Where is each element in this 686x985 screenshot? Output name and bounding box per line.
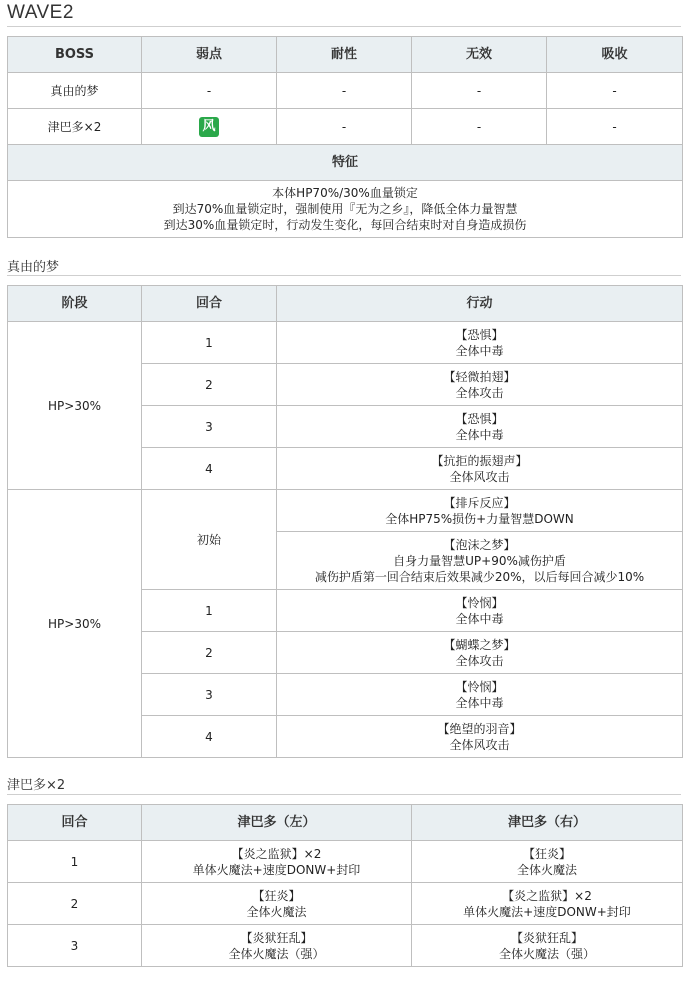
turn-number: 2 <box>8 883 142 925</box>
action-name: 【抗拒的振翅声】 <box>431 453 528 468</box>
action-effect: 全体火魔法 <box>246 904 307 919</box>
header-turn: 回合 <box>142 286 277 322</box>
feature-line: 到达30%血量锁定时，行动发生变化，每回合结束时对自身造成损伤 <box>163 218 527 232</box>
mayumi-section-title: 真由的梦 <box>7 260 60 275</box>
action-effect: 全体火魔法 <box>516 862 577 877</box>
action-name: 【怜悯】 <box>455 595 504 610</box>
zimbardo-section-title: 津巴多×2 <box>7 778 66 793</box>
action-cell <box>277 490 683 532</box>
boss-table <box>7 36 683 238</box>
absorb-value: - <box>547 73 683 109</box>
right-action-cell <box>412 841 683 883</box>
header-resist: 耐性 <box>277 37 412 73</box>
header-right: 津巴多（右） <box>412 805 683 841</box>
action-cell <box>277 632 683 674</box>
table-row <box>8 109 683 145</box>
left-action-cell <box>142 925 412 967</box>
action-effect: 全体火魔法（强） <box>228 946 325 961</box>
turn-number: 3 <box>8 925 142 967</box>
right-action-cell <box>412 925 683 967</box>
action-effect: 全体中毒 <box>455 695 504 710</box>
action-effect: 全体火魔法（强） <box>498 946 595 961</box>
right-action-cell <box>412 883 683 925</box>
null-value: - <box>412 109 547 145</box>
phase-label: HP>30% <box>8 490 142 758</box>
action-effect: 全体风攻击 <box>449 469 510 484</box>
turn-number: 3 <box>142 674 277 716</box>
weak-value <box>142 109 277 145</box>
action-name: 【狂炎】 <box>252 888 301 903</box>
action-cell <box>277 322 683 364</box>
action-name: 【轻微拍翅】 <box>443 369 516 384</box>
turn-number: 4 <box>142 716 277 758</box>
header-weak: 弱点 <box>142 37 277 73</box>
action-effect: 全体风攻击 <box>449 737 510 752</box>
table-row <box>8 925 683 967</box>
feature-header: 特征 <box>8 145 683 181</box>
action-name: 【炎狱狂乱】 <box>240 930 313 945</box>
table-row <box>8 883 683 925</box>
action-name: 【狂炎】 <box>522 846 571 861</box>
action-name: 【恐惧】 <box>455 327 504 342</box>
header-absorb: 吸收 <box>547 37 683 73</box>
null-value: - <box>412 73 547 109</box>
header-turn: 回合 <box>8 805 142 841</box>
action-name: 【怜悯】 <box>455 679 504 694</box>
action-name: 【绝望的羽音】 <box>437 721 522 736</box>
boss-name: 真由的梦 <box>8 73 142 109</box>
action-cell <box>277 364 683 406</box>
action-effect: 单体火魔法+速度DONW+封印 <box>192 862 361 877</box>
action-effect: 全体攻击 <box>455 385 504 400</box>
action-cell <box>277 406 683 448</box>
phase-label: HP>30% <box>8 322 142 490</box>
action-name: 【泡沫之梦】 <box>443 537 516 552</box>
weak-value: - <box>142 73 277 109</box>
table-row <box>8 73 683 109</box>
turn-number: 1 <box>142 590 277 632</box>
action-cell <box>277 448 683 490</box>
turn-number: 2 <box>142 632 277 674</box>
mayumi-action-table <box>7 285 683 758</box>
header-boss: BOSS <box>8 37 142 73</box>
title-divider <box>7 26 681 27</box>
action-name: 【蝴蝶之梦】 <box>443 637 516 652</box>
action-name: 【排斥反应】 <box>443 495 516 510</box>
action-effect: 单体火魔法+速度DONW+封印 <box>463 904 631 919</box>
resist-value: - <box>277 109 412 145</box>
action-cell <box>277 716 683 758</box>
feature-line: 到达70%血量锁定时，强制使用『无为之乡』，降低全体力量智慧 <box>172 202 518 216</box>
action-effect: 自身力量智慧UP+90%减伤护盾 <box>393 553 566 568</box>
action-name: 【炎之监狱】×2 <box>231 846 322 861</box>
action-cell <box>277 590 683 632</box>
action-effect: 全体中毒 <box>455 611 504 626</box>
turn-number: 4 <box>142 448 277 490</box>
section-divider <box>7 794 681 795</box>
feature-cell <box>8 181 683 238</box>
action-cell <box>277 674 683 716</box>
action-effect: 全体HP75%损伤+力量智慧DOWN <box>385 511 574 526</box>
header-action: 行动 <box>277 286 683 322</box>
action-name: 【恐惧】 <box>455 411 504 426</box>
zimbardo-action-table <box>7 804 683 967</box>
table-row <box>8 841 683 883</box>
action-cell <box>277 532 683 590</box>
table-row <box>8 322 683 364</box>
table-row <box>8 490 683 532</box>
absorb-value: - <box>547 109 683 145</box>
action-name: 【炎狱狂乱】 <box>510 930 583 945</box>
action-effect: 全体中毒 <box>455 343 504 358</box>
wave-title: WAVE2 <box>7 2 74 23</box>
turn-number: 3 <box>142 406 277 448</box>
header-phase: 阶段 <box>8 286 142 322</box>
turn-number: 1 <box>142 322 277 364</box>
header-left: 津巴多（左） <box>142 805 412 841</box>
action-name: 【炎之监狱】×2 <box>502 888 592 903</box>
action-note: 减伤护盾第一回合结束后效果减少20%，以后每回合减少10% <box>314 569 645 584</box>
left-action-cell <box>142 883 412 925</box>
action-effect: 全体中毒 <box>455 427 504 442</box>
left-action-cell <box>142 841 412 883</box>
action-effect: 全体攻击 <box>455 653 504 668</box>
boss-name: 津巴多×2 <box>8 109 142 145</box>
turn-initial: 初始 <box>142 490 277 590</box>
resist-value: - <box>277 73 412 109</box>
section-divider <box>7 275 681 276</box>
header-null: 无效 <box>412 37 547 73</box>
wind-icon: 风 <box>199 117 219 137</box>
turn-number: 2 <box>142 364 277 406</box>
turn-number: 1 <box>8 841 142 883</box>
feature-line: 本体HP70%/30%血量锁定 <box>272 186 418 200</box>
